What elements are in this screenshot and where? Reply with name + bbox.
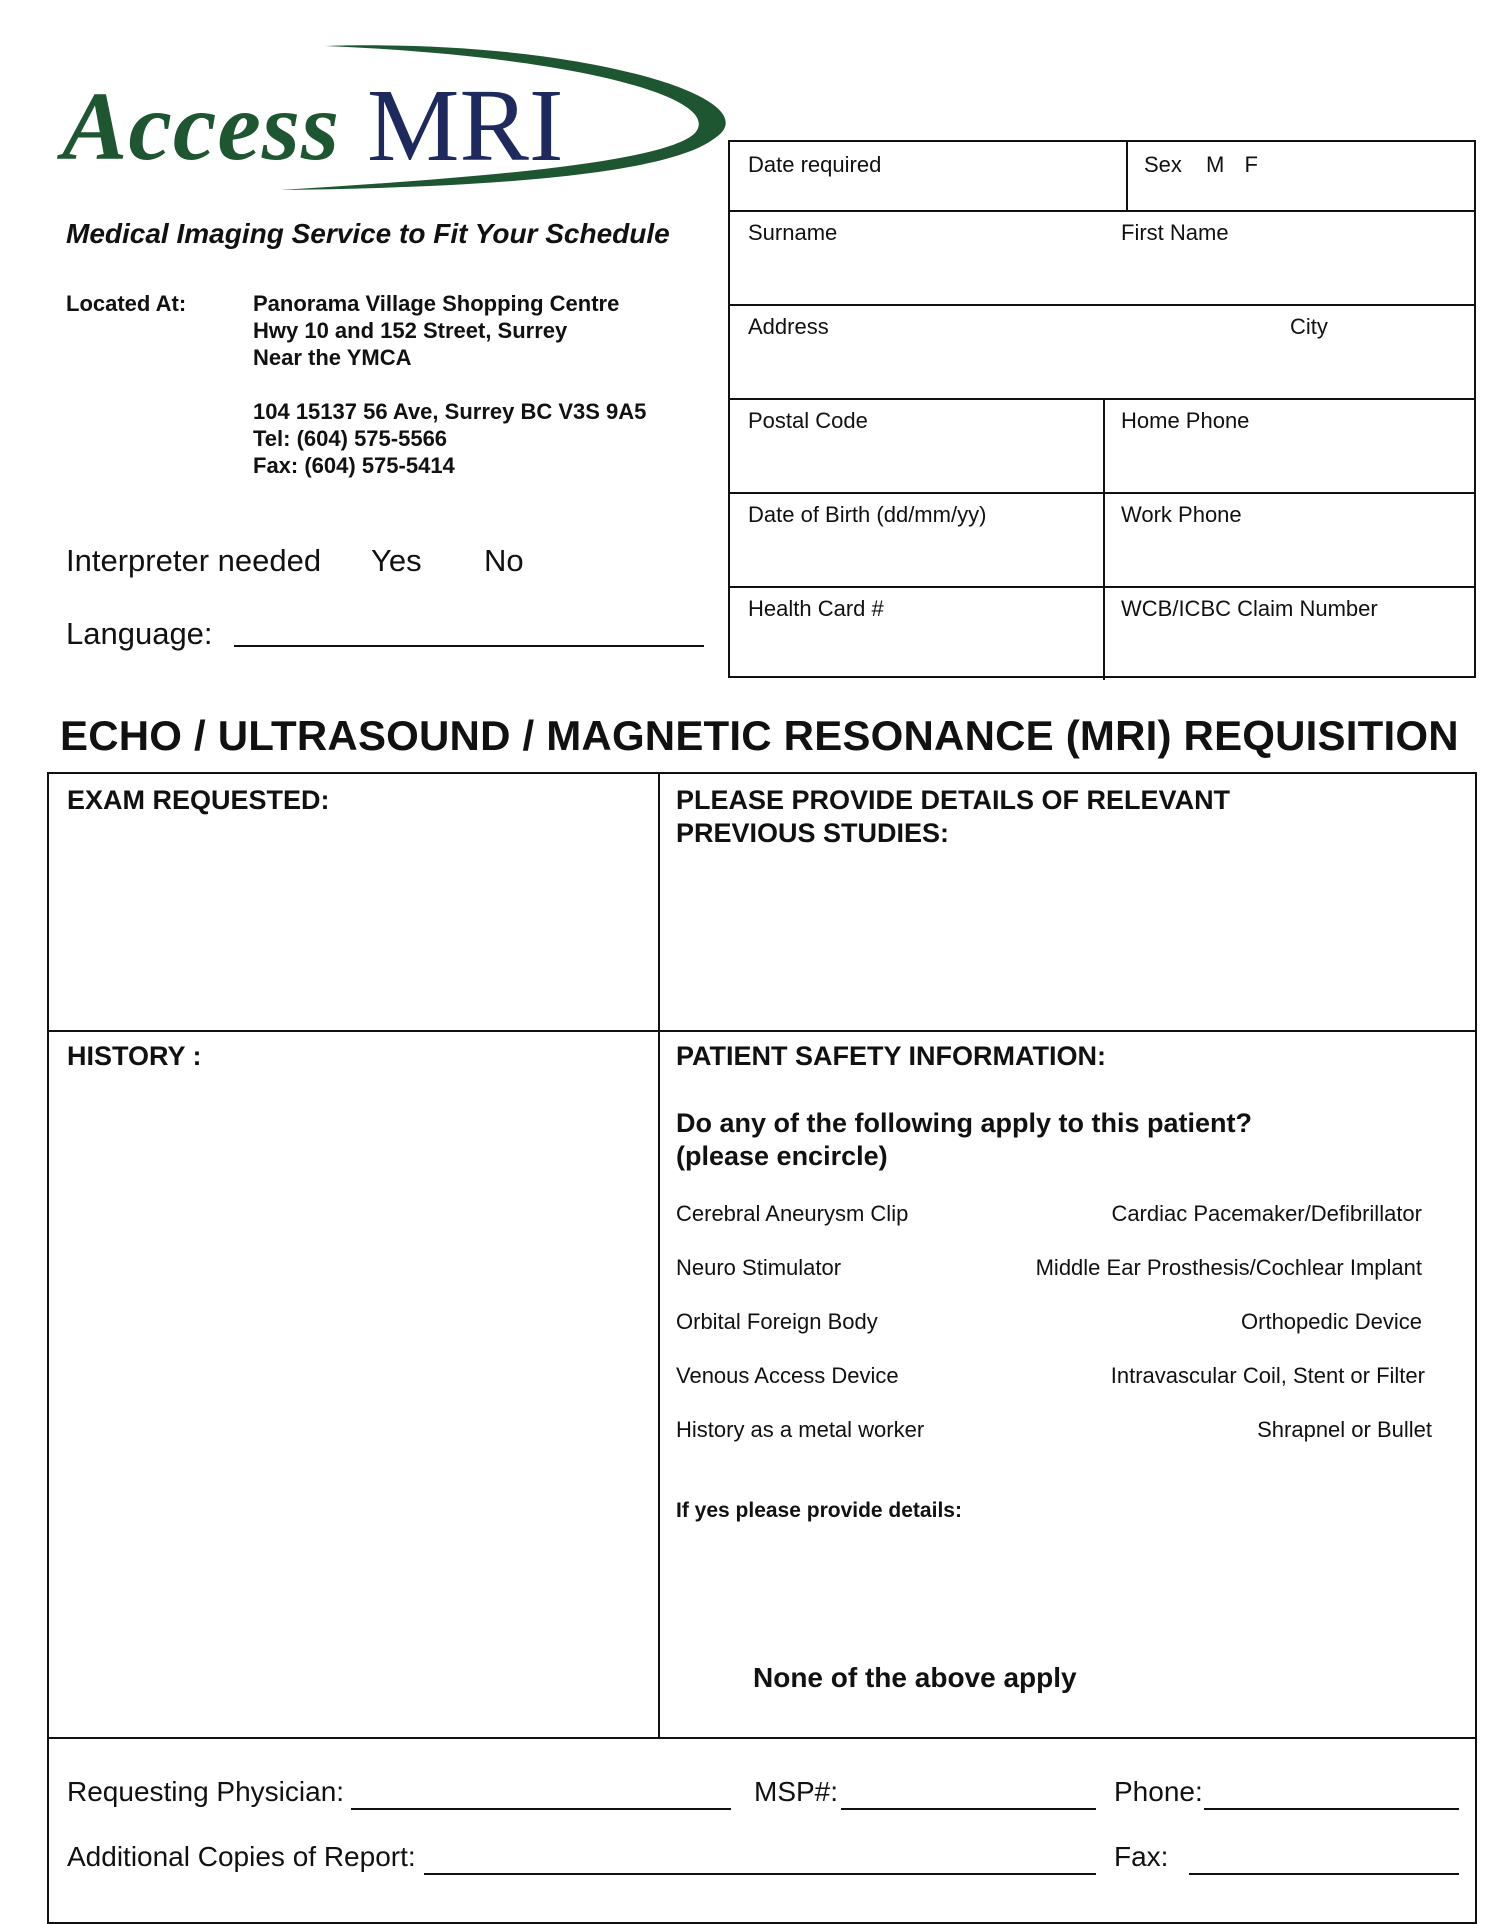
divider <box>49 1737 1475 1739</box>
fax-field[interactable] <box>1189 1873 1459 1875</box>
exam-requested-heading: EXAM REQUESTED: <box>67 785 330 815</box>
claim-number-label: WCB/ICBC Claim Number <box>1121 596 1378 621</box>
patient-safety-section <box>658 1030 1477 1737</box>
first-name-field[interactable] <box>1103 210 1476 304</box>
date-of-birth-field[interactable] <box>730 492 1103 586</box>
msp-label: MSP#: <box>754 1776 839 1807</box>
requesting-physician-label: Requesting Physician: <box>67 1776 345 1807</box>
safety-item-metal-worker[interactable]: History as a metal worker <box>676 1417 925 1442</box>
safety-item-intravascular-coil[interactable]: Intravascular Coil, Stent or Filter <box>1110 1363 1425 1388</box>
location-spacer <box>253 371 646 398</box>
interpreter-yes-option[interactable]: Yes <box>371 543 422 578</box>
msp-field[interactable] <box>841 1808 1096 1810</box>
form-title: ECHO / ULTRASOUND / MAGNETIC RESONANCE (MRI) REQUISITION <box>60 712 1459 759</box>
interpreter-label: Interpreter needed <box>66 543 322 578</box>
safety-item-orthopedic-device[interactable]: Orthopedic Device <box>1241 1309 1422 1334</box>
interpreter-row <box>66 543 666 583</box>
work-phone-field[interactable] <box>1103 492 1476 586</box>
location-line: Hwy 10 and 152 Street, Surrey <box>253 318 568 343</box>
safety-item-orbital-foreign-body[interactable]: Orbital Foreign Body <box>676 1309 878 1334</box>
requesting-physician-field[interactable] <box>351 1808 731 1810</box>
safety-item-neuro-stimulator[interactable]: Neuro Stimulator <box>676 1255 842 1280</box>
sex-m-option[interactable]: M <box>1206 152 1225 177</box>
location-line: Panorama Village Shopping Centre <box>253 291 620 316</box>
postal-code-field[interactable] <box>730 398 1103 492</box>
interpreter-no-option[interactable]: No <box>484 543 524 578</box>
none-apply-option[interactable]: None of the above apply <box>753 1662 1077 1693</box>
patient-info-box <box>728 140 1476 678</box>
safety-question-line: Do any of the following apply to this patient? <box>676 1108 1252 1138</box>
home-phone-field[interactable] <box>1103 398 1476 492</box>
address-field[interactable] <box>730 304 1290 398</box>
location-phone: Tel: (604) 575-5566 <box>253 426 448 451</box>
safety-item-venous-access-device[interactable]: Venous Access Device <box>676 1363 899 1388</box>
location-line: Near the YMCA <box>253 345 412 370</box>
history-field[interactable] <box>49 1030 658 1737</box>
postal-code-label: Postal Code <box>748 408 868 433</box>
city-field[interactable] <box>1290 304 1476 398</box>
safety-details-label: If yes please provide details: <box>676 1499 962 1522</box>
safety-question-line: (please encircle) <box>676 1141 888 1171</box>
exam-requested-field[interactable] <box>49 774 658 1030</box>
location-label: Located At: <box>66 291 187 316</box>
phone-field[interactable] <box>1204 1808 1459 1810</box>
history-heading: HISTORY : <box>67 1041 202 1071</box>
address-label: Address <box>748 314 829 339</box>
accessmri-logo <box>55 38 735 198</box>
phone-label: Phone: <box>1114 1776 1203 1807</box>
location-line: 104 15137 56 Ave, Surrey BC V3S 9A5 <box>253 399 647 424</box>
tagline: Medical Imaging Service to Fit Your Schedule <box>66 218 670 249</box>
patient-safety-heading: PATIENT SAFETY INFORMATION: <box>676 1041 1106 1071</box>
logo-word-mri: MRI <box>367 68 564 183</box>
sex-field[interactable] <box>1126 142 1476 210</box>
date-of-birth-label: Date of Birth (dd/mm/yy) <box>748 502 987 527</box>
home-phone-label: Home Phone <box>1121 408 1250 433</box>
previous-studies-field[interactable] <box>658 774 1477 1030</box>
language-label: Language: <box>66 616 213 651</box>
city-label: City <box>1290 314 1328 339</box>
fax-label: Fax: <box>1114 1841 1169 1872</box>
language-field[interactable] <box>234 645 704 647</box>
safety-item-aneurysm-clip[interactable]: Cerebral Aneurysm Clip <box>676 1201 909 1226</box>
sex-label: Sex <box>1144 152 1182 177</box>
health-card-field[interactable] <box>730 586 1103 680</box>
location-fax: Fax: (604) 575-5414 <box>253 453 455 478</box>
additional-copies-label: Additional Copies of Report: <box>67 1841 416 1872</box>
safety-details-field[interactable] <box>676 1530 1456 1650</box>
health-card-label: Health Card # <box>748 596 884 621</box>
claim-number-field[interactable] <box>1103 586 1476 680</box>
safety-item-pacemaker[interactable]: Cardiac Pacemaker/Defibrillator <box>1111 1201 1422 1226</box>
previous-studies-heading <box>676 784 1230 850</box>
requisition-box <box>47 772 1477 1924</box>
work-phone-label: Work Phone <box>1121 502 1242 527</box>
date-required-field[interactable] <box>730 142 1126 210</box>
safety-item-cochlear-implant[interactable]: Middle Ear Prosthesis/Cochlear Implant <box>1035 1255 1422 1280</box>
sex-f-option[interactable]: F <box>1244 152 1258 177</box>
safety-item-shrapnel[interactable]: Shrapnel or Bullet <box>1257 1417 1432 1442</box>
previous-studies-heading-line: PREVIOUS STUDIES: <box>676 818 950 848</box>
location-address <box>253 290 646 479</box>
logo-word-access: Access <box>62 73 341 181</box>
surname-field[interactable] <box>730 210 1103 304</box>
surname-label: Surname <box>748 220 838 245</box>
additional-copies-field[interactable] <box>424 1873 1096 1875</box>
first-name-label: First Name <box>1121 220 1229 245</box>
safety-question <box>676 1107 1252 1173</box>
previous-studies-heading-line: PLEASE PROVIDE DETAILS OF RELEVANT <box>676 785 1231 815</box>
date-required-label: Date required <box>748 152 882 177</box>
